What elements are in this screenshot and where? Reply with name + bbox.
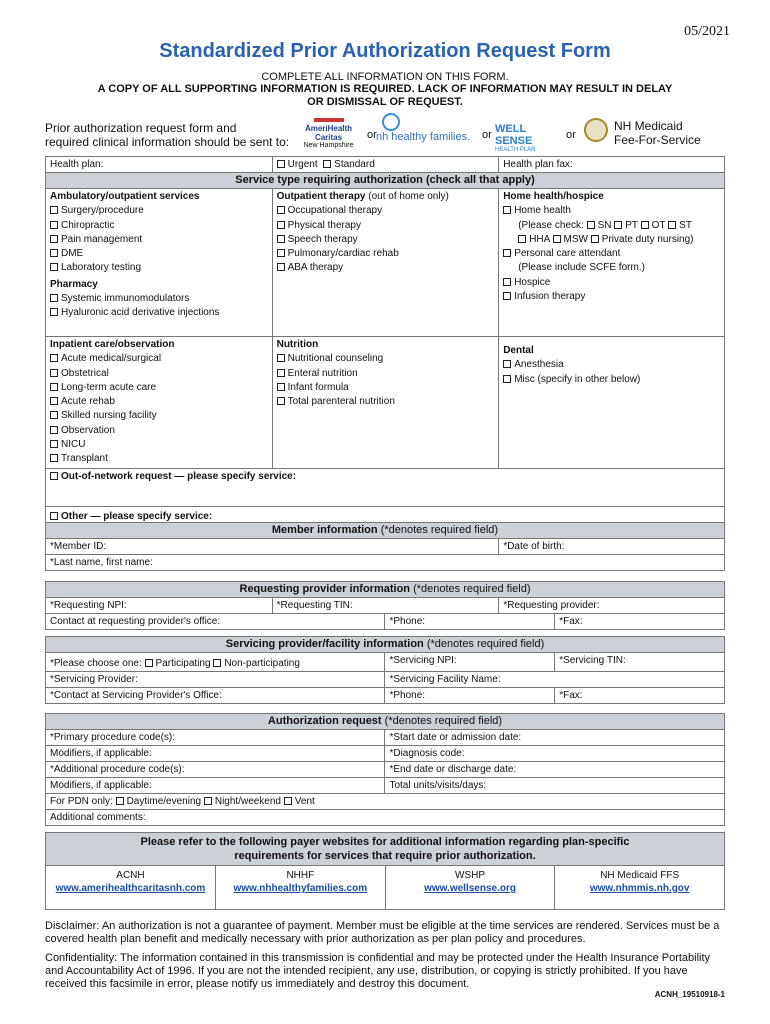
requesting-tin-label: *Requesting TIN: <box>276 600 353 611</box>
amb-label-5: Laboratory testing <box>61 262 142 274</box>
servicing-tin-label: *Servicing TIN: <box>559 655 626 666</box>
service-type-table <box>45 156 725 525</box>
wellsense-name: WELL SENSE <box>495 123 533 147</box>
msw-checkbox[interactable] <box>553 235 561 243</box>
amerihealth-sub: New Hampshire <box>303 142 354 149</box>
participating-label: Participating <box>155 658 211 669</box>
requesting-npi-label: *Requesting NPI: <box>50 600 127 611</box>
home-health-cell <box>499 189 725 337</box>
amerihealth-logo <box>296 118 361 149</box>
amb-checkbox-1[interactable] <box>50 206 58 214</box>
servicing-contact-label: *Contact at Servicing Provider's Office: <box>50 690 222 701</box>
out-of-network-field[interactable] <box>46 468 725 506</box>
servicing-provider-header: Servicing provider/facility information (*denotes required field) <box>46 637 725 653</box>
payer-name-2: NHHF <box>286 870 315 881</box>
dental-checkbox-1[interactable] <box>503 360 511 368</box>
home-health-title: Home health/hospice <box>503 191 604 202</box>
member-name-field[interactable] <box>46 555 725 571</box>
amb-checkbox-4[interactable] <box>50 249 58 257</box>
website-cell-1 <box>46 866 216 910</box>
inp-label-6: Observation <box>61 424 115 436</box>
amb-label-3: Pain management <box>61 233 143 245</box>
pharm-label-1: Systemic immunomodulators <box>61 293 190 305</box>
total-units-label: Total units/visits/days: <box>389 780 487 791</box>
nhhf-name: nh healthy families. <box>376 131 471 143</box>
end-date-field[interactable] <box>385 762 725 778</box>
opt-label-3: Speech therapy <box>287 233 358 245</box>
subtitle-line-3: OR DISMISSAL OF REQUEST. <box>307 96 463 108</box>
servicing-provider-field[interactable] <box>46 672 385 688</box>
home-health-checkbox[interactable] <box>503 206 511 214</box>
dental-label-2: Misc (specify in other below) <box>514 373 641 385</box>
requesting-provider-field[interactable] <box>499 598 725 614</box>
pharmacy-title: Pharmacy <box>50 278 98 290</box>
dob-field[interactable] <box>499 539 725 555</box>
inp-label-8: Transplant <box>61 453 108 465</box>
nut-checkbox-4[interactable] <box>277 397 285 405</box>
opt-checkbox-2[interactable] <box>277 221 285 229</box>
nut-label-4: Total parenteral nutrition <box>287 396 395 408</box>
end-date-label: *End date or discharge date: <box>389 764 517 775</box>
additional-procedure-label: *Additional procedure code(s): <box>50 764 185 775</box>
servicing-tin-field[interactable] <box>555 653 725 672</box>
website-cell-2 <box>215 866 385 910</box>
opt-label-5: ABA therapy <box>287 262 344 274</box>
requesting-npi-field[interactable] <box>46 598 273 614</box>
member-info-header: Member information (*denotes required field) <box>46 523 725 539</box>
servicing-provider-label: *Servicing Provider: <box>50 674 138 685</box>
infusion-label: Infusion therapy <box>514 291 586 303</box>
ot-checkbox[interactable] <box>641 221 649 229</box>
inp-checkbox-3[interactable] <box>50 383 58 391</box>
inpatient-title: Inpatient care/observation <box>50 339 175 350</box>
requesting-contact-field[interactable] <box>46 614 385 630</box>
inp-checkbox-2[interactable] <box>50 369 58 377</box>
total-units-field[interactable] <box>385 778 725 794</box>
pt-label: PT <box>625 219 638 231</box>
servicing-npi-field[interactable] <box>385 653 555 672</box>
authorization-request-table <box>45 713 725 826</box>
or-text-3: or <box>566 129 576 141</box>
msw-label: MSW <box>563 233 588 245</box>
urgent-checkbox[interactable] <box>277 160 285 168</box>
requesting-fax-field[interactable] <box>555 614 725 630</box>
night-checkbox[interactable] <box>204 797 212 805</box>
health-plan-fax-label: Health plan fax: <box>503 159 573 170</box>
wellsense-logo <box>495 123 561 153</box>
home-health-label: Home health <box>514 205 571 217</box>
requesting-phone-label: *Phone: <box>389 616 426 627</box>
opt-checkbox-1[interactable] <box>277 206 285 214</box>
inp-label-5: Skilled nursing facility <box>61 410 157 422</box>
hha-label: HHA <box>529 233 550 245</box>
member-info-table <box>45 522 725 571</box>
send-to-text <box>45 121 289 149</box>
dental-label-1: Anesthesia <box>514 359 564 371</box>
pt-checkbox[interactable] <box>614 221 622 229</box>
health-plan-fax-field[interactable] <box>499 157 725 173</box>
servicing-provider-table <box>45 636 725 704</box>
pdn-only-label: For PDN only: <box>50 796 113 807</box>
opt-label-1: Occupational therapy <box>287 205 383 217</box>
servicing-fax-field[interactable] <box>555 688 725 704</box>
nut-label-3: Infant formula <box>287 381 349 393</box>
inp-checkbox-5[interactable] <box>50 411 58 419</box>
payer-name-1: ACNH <box>116 870 145 881</box>
requesting-provider-header: Requesting provider information (*denotes required field) <box>46 582 725 598</box>
ambulatory-title: Ambulatory/outpatient services <box>50 191 200 202</box>
dental-cell <box>499 337 725 469</box>
inp-label-4: Acute rehab <box>61 396 115 408</box>
requesting-contact-label: Contact at requesting provider's office: <box>50 616 221 627</box>
subtitle-line-1: COMPLETE ALL INFORMATION ON THIS FORM. <box>261 71 509 83</box>
health-plan-label: Health plan: <box>50 159 104 170</box>
scfe-note: (Please include SCFE form.) <box>518 262 645 274</box>
requesting-tin-field[interactable] <box>272 598 499 614</box>
payer-link-4[interactable]: www.nhmmis.nh.gov <box>589 883 690 894</box>
amb-checkbox-2[interactable] <box>50 221 58 229</box>
dob-label: *Date of birth: <box>503 541 565 552</box>
non-participating-label: Non-participating <box>224 658 300 669</box>
oon-checkbox[interactable] <box>50 472 58 480</box>
amb-label-2: Chiropractic <box>61 219 115 231</box>
daytime-label: Daytime/evening <box>126 796 202 807</box>
start-date-field[interactable] <box>385 730 725 746</box>
nut-checkbox-1[interactable] <box>277 354 285 362</box>
nut-label-2: Enteral nutrition <box>287 367 358 379</box>
member-name-label: *Last name, first name: <box>50 557 153 568</box>
outpatient-therapy-cell <box>272 189 499 337</box>
st-checkbox[interactable] <box>668 221 676 229</box>
send-to-line-1: Prior authorization request form and <box>45 121 237 135</box>
amerihealth-name: AmeriHealth Caritas <box>304 124 353 142</box>
standard-label: Standard <box>334 159 375 170</box>
opt-checkbox-3[interactable] <box>277 235 285 243</box>
diagnosis-field[interactable] <box>385 746 725 762</box>
servicing-fax-label: *Fax: <box>559 690 583 701</box>
amb-label-1: Surgery/procedure <box>61 205 144 217</box>
servicing-phone-label: *Phone: <box>389 690 426 701</box>
nut-checkbox-2[interactable] <box>277 369 285 377</box>
pca-checkbox[interactable] <box>503 249 511 257</box>
opt-label-4: Pulmonary/cardiac rehab <box>287 248 399 260</box>
health-plan-field[interactable] <box>46 157 273 173</box>
diagnosis-label: *Diagnosis code: <box>389 748 465 759</box>
sn-label: SN <box>597 219 612 231</box>
member-id-label: *Member ID: <box>50 541 107 552</box>
sn-checkbox[interactable] <box>587 221 595 229</box>
modifiers-label-2: Modifiers, if applicable: <box>50 780 152 791</box>
form-code: ACNH_19510918-1 <box>654 990 725 999</box>
payer-websites-table <box>45 832 725 910</box>
ot-label: OT <box>651 219 666 231</box>
amb-checkbox-5[interactable] <box>50 263 58 271</box>
choose-label: *Please choose one: <box>50 658 142 669</box>
or-text-2: or <box>482 129 492 141</box>
nut-checkbox-3[interactable] <box>277 383 285 391</box>
outpatient-title: Outpatient therapy <box>276 191 366 202</box>
or-text-1: or <box>367 129 377 141</box>
modifiers-label-1: Modifiers, if applicable: <box>50 748 152 759</box>
nut-label-1: Nutritional counseling <box>287 353 384 365</box>
nhhf-logo <box>376 113 476 143</box>
standard-checkbox[interactable] <box>323 160 331 168</box>
subtitle-line-2: A COPY OF ALL SUPPORTING INFORMATION IS REQUIRED. LACK OF INFORMATION MAY RESULT IN DELAY <box>97 83 673 95</box>
amb-checkbox-3[interactable] <box>50 235 58 243</box>
servicing-contact-field[interactable] <box>46 688 385 704</box>
hospice-label: Hospice <box>514 276 551 288</box>
wellsense-sub: HEALTH PLAN <box>495 147 536 153</box>
payer-link-2[interactable]: www.nhhealthyfamilies.com <box>233 883 368 894</box>
requesting-provider-table <box>45 581 725 630</box>
pca-label: Personal care attendant <box>514 248 621 260</box>
inp-label-7: NICU <box>61 439 86 451</box>
additional-comments-field[interactable] <box>46 810 725 826</box>
dental-title: Dental <box>503 345 534 356</box>
inp-checkbox-7[interactable] <box>50 440 58 448</box>
participating-checkbox[interactable] <box>145 659 153 667</box>
pdn-label: Private duty nursing) <box>601 233 694 245</box>
requesting-fax-label: *Fax: <box>559 616 583 627</box>
pharm-checkbox-1[interactable] <box>50 294 58 302</box>
st-label: ST <box>679 219 692 231</box>
nh-medicaid-label <box>614 119 701 147</box>
member-id-field[interactable] <box>46 539 499 555</box>
servicing-phone-field[interactable] <box>385 688 555 704</box>
vent-checkbox[interactable] <box>284 797 292 805</box>
payer-name-4: NH Medicaid FFS <box>600 870 680 881</box>
primary-procedure-field[interactable] <box>46 730 385 746</box>
outpatient-note: (out of home only) <box>368 191 449 202</box>
opt-checkbox-4[interactable] <box>277 249 285 257</box>
additional-comments-label: Additional comments: <box>50 812 146 823</box>
infusion-checkbox[interactable] <box>503 292 511 300</box>
form-date: 05/2021 <box>684 24 730 39</box>
servicing-facility-field[interactable] <box>385 672 725 688</box>
start-date-label: *Start date or admission date: <box>389 732 522 743</box>
servicing-npi-label: *Servicing NPI: <box>389 655 457 666</box>
inp-checkbox-8[interactable] <box>50 454 58 462</box>
pdn-row <box>46 794 725 810</box>
oon-label: Out-of-network request — please specify service: <box>61 470 297 482</box>
inp-label-2: Obstetrical <box>61 367 109 379</box>
inpatient-cell <box>46 337 273 469</box>
please-check-label: (Please check: <box>518 219 584 231</box>
disclaimer-text: Disclaimer: An authorization is not a guarantee of payment. Member must be eligible at the time services are rendered. Services must be a covered health plan benefit and medically necessary with prior authorization as per plan policy and procedures. <box>45 920 720 945</box>
pharm-checkbox-2[interactable] <box>50 308 58 316</box>
authorization-header: Authorization request (*denotes required field) <box>46 714 725 730</box>
service-type-header: Service type requiring authorization (check all that apply) <box>46 173 725 189</box>
opt-label-2: Physical therapy <box>287 219 361 231</box>
other-label: Other — please specify service: <box>61 510 213 522</box>
servicing-facility-label: *Servicing Facility Name: <box>389 674 501 685</box>
nh-seal-icon <box>584 118 608 142</box>
inp-label-1: Acute medical/surgical <box>61 353 162 365</box>
inp-checkbox-1[interactable] <box>50 354 58 362</box>
payer-link-1[interactable]: www.amerihealthcaritasnh.com <box>55 883 206 894</box>
modifiers-field-2[interactable] <box>46 778 385 794</box>
requesting-provider-label: *Requesting provider: <box>503 600 600 611</box>
other-checkbox[interactable] <box>50 512 58 520</box>
send-to-line-2: required clinical information should be sent to: <box>45 135 290 149</box>
amb-label-4: DME <box>61 248 84 260</box>
nutrition-title: Nutrition <box>276 339 319 350</box>
hha-checkbox[interactable] <box>518 235 526 243</box>
opt-checkbox-5[interactable] <box>277 263 285 271</box>
primary-procedure-label: *Primary procedure code(s): <box>50 732 176 743</box>
website-cell-4 <box>555 866 725 910</box>
daytime-checkbox[interactable] <box>116 797 124 805</box>
non-participating-checkbox[interactable] <box>213 659 221 667</box>
participation-field <box>46 653 385 672</box>
dental-checkbox-2[interactable] <box>503 375 511 383</box>
nutrition-cell <box>272 337 499 469</box>
pdn-checkbox[interactable] <box>591 235 599 243</box>
confidentiality-text: Confidentiality: The information contained in this transmission is confidential and may be protected under the Health Insurance Portability and Accountability Act of 1996. If you are not the intended recipient, any use, distribution, or copying is strictly prohibited. If you have received this facsimile in error, please notify us immediately and destroy this document. <box>45 952 711 990</box>
nh-medicaid-line-1: NH Medicaid <box>614 119 683 133</box>
page-title: Standardized Prior Authorization Request Form <box>159 40 611 62</box>
hospice-checkbox[interactable] <box>503 278 511 286</box>
urgent-label: Urgent <box>287 159 318 170</box>
requesting-phone-field[interactable] <box>385 614 555 630</box>
night-label: Night/weekend <box>214 796 281 807</box>
payer-link-3[interactable]: www.wellsense.org <box>424 883 516 894</box>
vent-label: Vent <box>294 796 315 807</box>
inp-checkbox-4[interactable] <box>50 397 58 405</box>
websites-header: Please refer to the following payer websites for additional information regarding plan-specific requirements for services that require prior authorization. <box>46 833 725 866</box>
additional-procedure-field[interactable] <box>46 762 385 778</box>
nh-medicaid-line-2: Fee-For-Service <box>614 133 701 147</box>
inp-label-3: Long-term acute care <box>61 381 157 393</box>
ambulatory-cell <box>46 189 273 337</box>
modifiers-field-1[interactable] <box>46 746 385 762</box>
website-cell-3 <box>385 866 555 910</box>
payer-name-3: WSHP <box>455 870 486 881</box>
pharm-label-2: Hyaluronic acid derivative injections <box>61 307 220 319</box>
inp-checkbox-6[interactable] <box>50 426 58 434</box>
